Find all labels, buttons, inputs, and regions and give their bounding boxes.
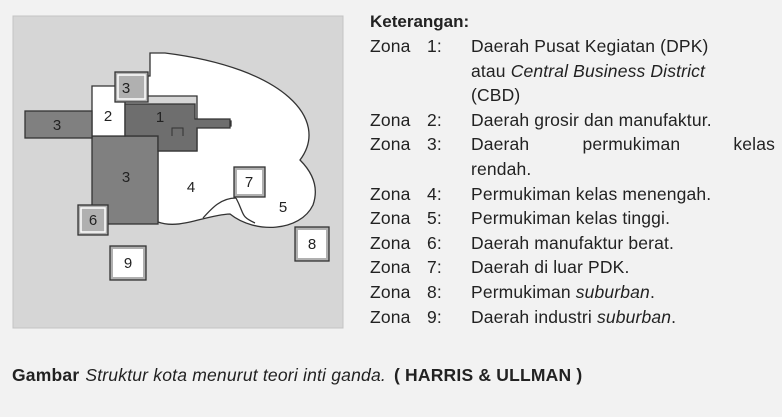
legend-zona: Zona bbox=[370, 208, 411, 229]
legend-num bbox=[427, 83, 471, 108]
legend-title: Keterangan: bbox=[370, 12, 470, 31]
caption-label: Gambar bbox=[12, 365, 80, 385]
legend-zona bbox=[370, 157, 427, 182]
legend-zona: Zona bbox=[370, 232, 411, 253]
legend-zona bbox=[370, 83, 427, 108]
legend-desc: Permukiman kelas menengah. bbox=[471, 183, 712, 204]
legend-num: 8: bbox=[427, 281, 442, 302]
legend-desc: Daerah permukiman kelas bbox=[471, 134, 775, 155]
legend-desc: Daerah di luar PDK. bbox=[471, 257, 630, 278]
zone-label: 6 bbox=[88, 212, 98, 229]
legend-zona: Zona bbox=[370, 134, 411, 155]
legend-row bbox=[370, 34, 775, 59]
legend-num bbox=[427, 59, 471, 84]
zone-label: 1 bbox=[155, 109, 165, 126]
legend-desc: atau Central Business District bbox=[471, 60, 706, 81]
zone-label: 3 bbox=[52, 117, 62, 134]
legend-zona: Zona bbox=[370, 306, 411, 327]
legend-desc: Daerah grosir dan manufaktur. bbox=[471, 109, 712, 130]
legend-desc: Daerah Pusat Kegiatan (DPK) bbox=[471, 36, 709, 56]
figure-caption bbox=[12, 365, 582, 386]
legend-zona bbox=[370, 59, 427, 84]
legend-zona: Zona bbox=[370, 109, 411, 130]
legend-num: 4: bbox=[427, 183, 442, 204]
legend-row bbox=[370, 206, 775, 231]
caption-text: Struktur kota menurut teori inti ganda. bbox=[85, 365, 386, 385]
zone-label: 4 bbox=[186, 179, 196, 196]
legend-row bbox=[370, 59, 775, 84]
legend-row bbox=[370, 83, 775, 108]
legend-desc: Permukiman kelas tinggi. bbox=[471, 208, 671, 229]
legend-row bbox=[370, 255, 775, 280]
zone-label: 3 bbox=[121, 169, 131, 186]
zone-label: 5 bbox=[278, 199, 288, 216]
legend-zona: Zona bbox=[370, 183, 411, 204]
legend-num: 5: bbox=[427, 208, 442, 229]
legend-desc: Daerah manufaktur berat. bbox=[471, 232, 675, 253]
legend-zona: Zona bbox=[370, 281, 411, 302]
legend-row bbox=[370, 182, 775, 207]
legend-row bbox=[370, 280, 775, 305]
legend-zona: Zona bbox=[370, 36, 411, 56]
legend-num: 1: bbox=[427, 36, 442, 56]
legend-num bbox=[427, 157, 471, 182]
zone-label: 7 bbox=[244, 174, 254, 191]
legend-row bbox=[370, 132, 775, 157]
legend-num: 6: bbox=[427, 232, 442, 253]
legend bbox=[370, 12, 775, 329]
legend-row bbox=[370, 231, 775, 256]
legend-zona: Zona bbox=[370, 257, 411, 278]
zone-label: 2 bbox=[103, 108, 113, 125]
zone-label: 3 bbox=[121, 80, 131, 97]
legend-num: 3: bbox=[427, 134, 442, 155]
legend-desc: rendah. bbox=[471, 158, 532, 179]
zone-label: 8 bbox=[307, 236, 317, 253]
multiple-nuclei-diagram bbox=[0, 0, 345, 340]
legend-row bbox=[370, 305, 775, 330]
legend-desc: Permukiman suburban. bbox=[471, 281, 655, 302]
legend-num: 7: bbox=[427, 257, 442, 278]
zone-3-top bbox=[115, 72, 148, 102]
caption-source: ( HARRIS & ULLMAN ) bbox=[393, 365, 583, 385]
legend-num: 9: bbox=[427, 306, 442, 327]
legend-row bbox=[370, 108, 775, 133]
legend-row bbox=[370, 157, 775, 182]
legend-desc: Daerah industri suburban. bbox=[471, 306, 677, 327]
zone-label: 9 bbox=[123, 255, 133, 272]
legend-desc: (CBD) bbox=[471, 85, 521, 106]
legend-num: 2: bbox=[427, 109, 442, 130]
